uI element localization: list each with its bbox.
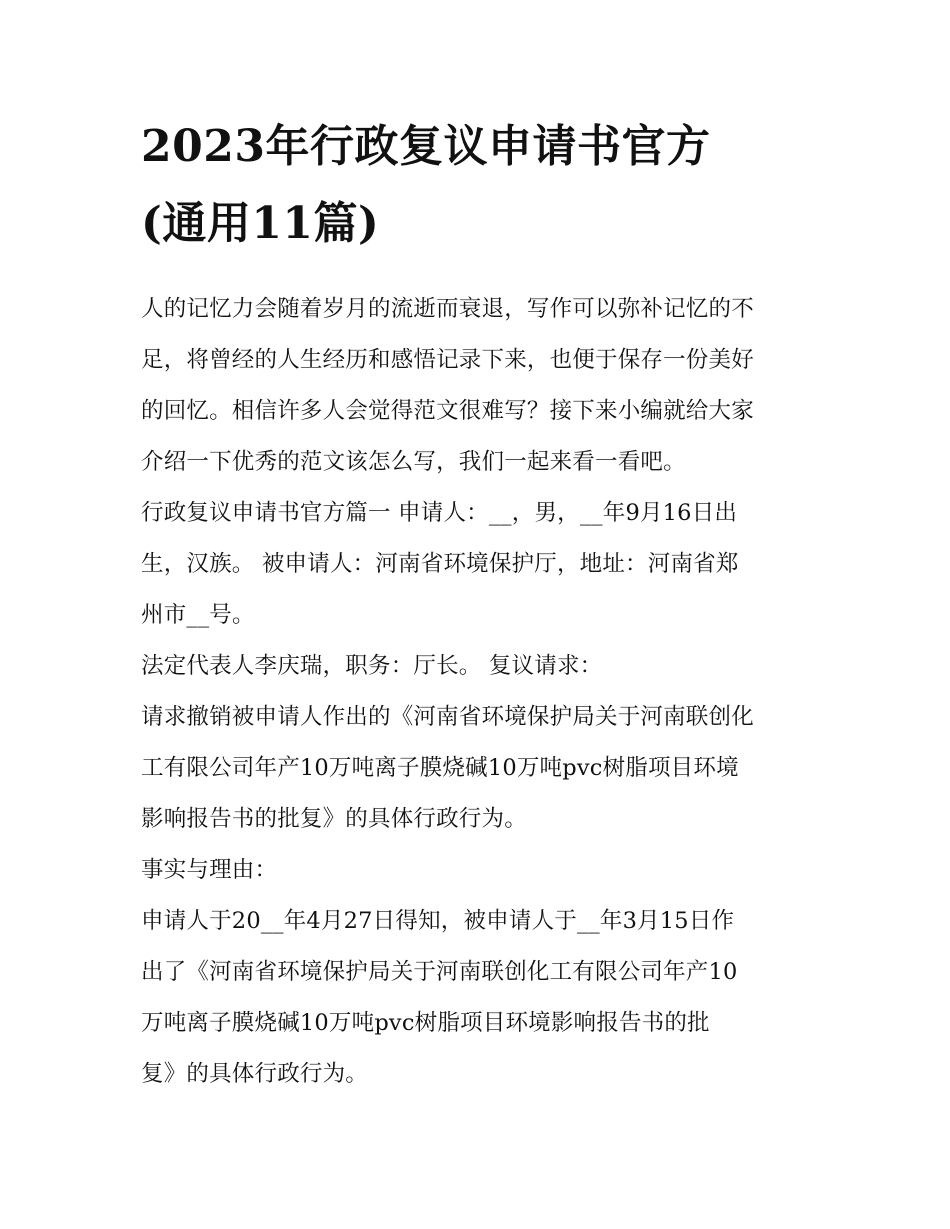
text-line: 法定代表人李庆瑞，职务：厅长。 复议请求： xyxy=(141,653,603,679)
text-line: 请求撤销被申请人作出的《河南省环境保护局关于河南联创化 xyxy=(141,704,754,730)
paragraph-facts-heading xyxy=(141,845,821,896)
paragraph-parties xyxy=(141,488,821,641)
paragraph-facts xyxy=(141,896,821,1100)
title-line-1: 2023年行政复议申请书官方 xyxy=(141,121,711,172)
document-page xyxy=(141,115,821,1100)
text-line: 影响报告书的批复》的具体行政行为。 xyxy=(141,806,527,832)
paragraph-request xyxy=(141,692,821,845)
text-line: 工有限公司年产10万吨离子膜烧碱10万吨pvc树脂项目环境 xyxy=(141,755,739,781)
document-title xyxy=(141,115,821,256)
text-line: 行政复议申请书官方篇一 申请人：__，男，__年9月16日出 xyxy=(141,500,738,526)
text-line: 人的记忆力会随着岁月的流逝而衰退，写作可以弥补记忆的不 xyxy=(141,296,754,322)
paragraph-representative xyxy=(141,641,821,692)
text-line: 州市__号。 xyxy=(141,602,255,628)
text-line: 足，将曾经的人生经历和感悟记录下来，也便于保存一份美好 xyxy=(141,347,754,373)
text-line: 申请人于20__年4月27日得知，被申请人于__年3月15日作 xyxy=(141,908,735,934)
text-line: 出了《河南省环境保护局关于河南联创化工有限公司年产10 xyxy=(141,959,738,985)
text-line: 的回忆。相信许多人会觉得范文很难写？接下来小编就给大家 xyxy=(141,398,754,424)
text-line: 万吨离子膜烧碱10万吨pvc树脂项目环境影响报告书的批 xyxy=(141,1010,710,1036)
text-line: 事实与理由： xyxy=(141,857,278,883)
title-line-2: (通用11篇) xyxy=(141,198,380,249)
paragraph-intro xyxy=(141,284,821,488)
document-body xyxy=(141,284,821,1100)
text-line: 介绍一下优秀的范文该怎么写，我们一起来看一看吧。 xyxy=(141,449,686,475)
text-line: 生，汉族。 被申请人：河南省环境保护厅，地址：河南省郑 xyxy=(141,551,739,577)
text-line: 复》的具体行政行为。 xyxy=(141,1061,369,1087)
